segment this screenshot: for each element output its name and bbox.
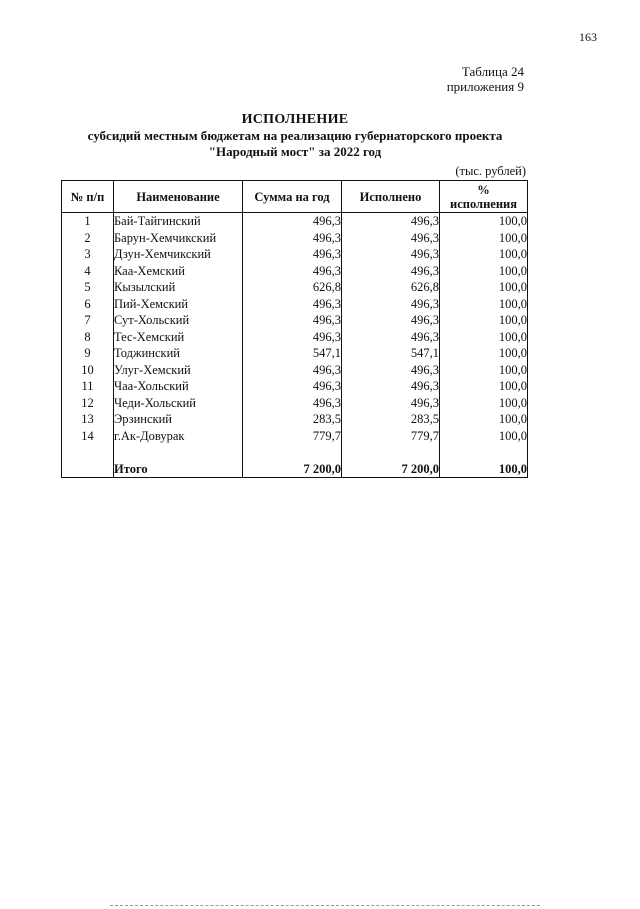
total-done: 7 200,0 (342, 461, 440, 478)
cell-name: Чаа-Хольский (114, 378, 243, 395)
table-row (62, 312, 528, 329)
cell-name: Сут-Хольский (114, 312, 243, 329)
spacer-cell (114, 444, 243, 461)
cell-name: Бай-Тайгинский (114, 213, 243, 230)
cell-done: 283,5 (342, 411, 440, 428)
cell-num: 4 (62, 263, 114, 280)
cell-pct: 100,0 (440, 395, 528, 412)
cell-name: Каа-Хемский (114, 263, 243, 280)
units-label: (тыс. рублей) (455, 164, 526, 178)
cell-num: 12 (62, 395, 114, 412)
cell-num: 6 (62, 296, 114, 313)
cell-pct: 100,0 (440, 345, 528, 362)
cell-sum: 496,3 (243, 263, 342, 280)
table-row (62, 395, 528, 412)
table-row (62, 362, 528, 379)
table-row (62, 345, 528, 362)
cell-pct: 100,0 (440, 279, 528, 296)
cell-pct: 100,0 (440, 246, 528, 263)
table-number: Таблица 24 (461, 64, 524, 79)
footer-divider (110, 905, 540, 906)
cell-pct: 100,0 (440, 296, 528, 313)
cell-sum: 779,7 (243, 428, 342, 445)
title-project: "Народный мост" за 2022 год (208, 144, 382, 159)
cell-done: 496,3 (342, 246, 440, 263)
cell-sum: 626,8 (243, 279, 342, 296)
table-row (62, 213, 528, 230)
document-title (60, 112, 530, 160)
title-subheading: субсидий местным бюджетам на реализацию губернаторского проекта (87, 128, 503, 143)
total-num (62, 461, 114, 478)
cell-sum: 496,3 (243, 213, 342, 230)
spacer-cell (440, 444, 528, 461)
cell-sum: 496,3 (243, 395, 342, 412)
table-body (62, 213, 528, 478)
table-row (62, 230, 528, 247)
table-row (62, 329, 528, 346)
table-header-row (62, 181, 528, 213)
cell-sum: 547,1 (243, 345, 342, 362)
spacer-cell (243, 444, 342, 461)
cell-done: 626,8 (342, 279, 440, 296)
cell-pct: 100,0 (440, 428, 528, 445)
cell-done: 496,3 (342, 296, 440, 313)
table-row (62, 246, 528, 263)
cell-sum: 496,3 (243, 312, 342, 329)
cell-sum: 496,3 (243, 246, 342, 263)
cell-num: 7 (62, 312, 114, 329)
cell-pct: 100,0 (440, 362, 528, 379)
cell-done: 496,3 (342, 213, 440, 230)
cell-num: 8 (62, 329, 114, 346)
cell-num: 5 (62, 279, 114, 296)
title-heading: ИСПОЛНЕНИЕ (241, 112, 349, 127)
appendix-reference: приложения 9 (446, 79, 524, 94)
header-pct-symbol: % (477, 182, 490, 197)
header-sum: Сумма на год (243, 181, 342, 213)
page-number: 163 (579, 30, 597, 44)
total-row (62, 461, 528, 478)
cell-num: 1 (62, 213, 114, 230)
subsidy-execution-table (61, 180, 528, 478)
header-done: Исполнено (342, 181, 440, 213)
total-sum: 7 200,0 (243, 461, 342, 478)
cell-done: 496,3 (342, 362, 440, 379)
cell-num: 11 (62, 378, 114, 395)
header-pct (440, 181, 528, 213)
cell-num: 14 (62, 428, 114, 445)
cell-done: 779,7 (342, 428, 440, 445)
cell-pct: 100,0 (440, 230, 528, 247)
cell-num: 13 (62, 411, 114, 428)
cell-sum: 496,3 (243, 329, 342, 346)
cell-name: Тоджинский (114, 345, 243, 362)
total-label: Итого (114, 461, 243, 478)
total-pct: 100,0 (440, 461, 528, 478)
table-reference (360, 64, 524, 94)
table-row (62, 411, 528, 428)
cell-pct: 100,0 (440, 312, 528, 329)
cell-done: 496,3 (342, 230, 440, 247)
cell-name: Чеди-Хольский (114, 395, 243, 412)
cell-pct: 100,0 (440, 329, 528, 346)
cell-pct: 100,0 (440, 378, 528, 395)
spacer-cell (342, 444, 440, 461)
cell-num: 2 (62, 230, 114, 247)
cell-pct: 100,0 (440, 411, 528, 428)
cell-name: Дзун-Хемчикский (114, 246, 243, 263)
cell-name: Улуг-Хемский (114, 362, 243, 379)
cell-done: 547,1 (342, 345, 440, 362)
cell-num: 10 (62, 362, 114, 379)
cell-done: 496,3 (342, 395, 440, 412)
table-row (62, 428, 528, 445)
table-row (62, 296, 528, 313)
cell-done: 496,3 (342, 263, 440, 280)
table-row (62, 263, 528, 280)
table-row (62, 378, 528, 395)
cell-sum: 496,3 (243, 230, 342, 247)
cell-pct: 100,0 (440, 263, 528, 280)
table-row (62, 279, 528, 296)
cell-sum: 496,3 (243, 296, 342, 313)
spacer-cell (62, 444, 114, 461)
header-num: № п/п (62, 181, 114, 213)
cell-name: Пий-Хемский (114, 296, 243, 313)
cell-done: 496,3 (342, 312, 440, 329)
cell-name: г.Ак-Довурак (114, 428, 243, 445)
cell-done: 496,3 (342, 378, 440, 395)
cell-name: Эрзинский (114, 411, 243, 428)
cell-name: Кызылский (114, 279, 243, 296)
header-pct-label: исполнения (450, 196, 517, 211)
cell-num: 9 (62, 345, 114, 362)
cell-done: 496,3 (342, 329, 440, 346)
cell-num: 3 (62, 246, 114, 263)
cell-name: Барун-Хемчикский (114, 230, 243, 247)
cell-name: Тес-Хемский (114, 329, 243, 346)
spacer-row (62, 444, 528, 461)
header-name: Наименование (114, 181, 243, 213)
cell-pct: 100,0 (440, 213, 528, 230)
cell-sum: 496,3 (243, 362, 342, 379)
cell-sum: 496,3 (243, 378, 342, 395)
cell-sum: 283,5 (243, 411, 342, 428)
